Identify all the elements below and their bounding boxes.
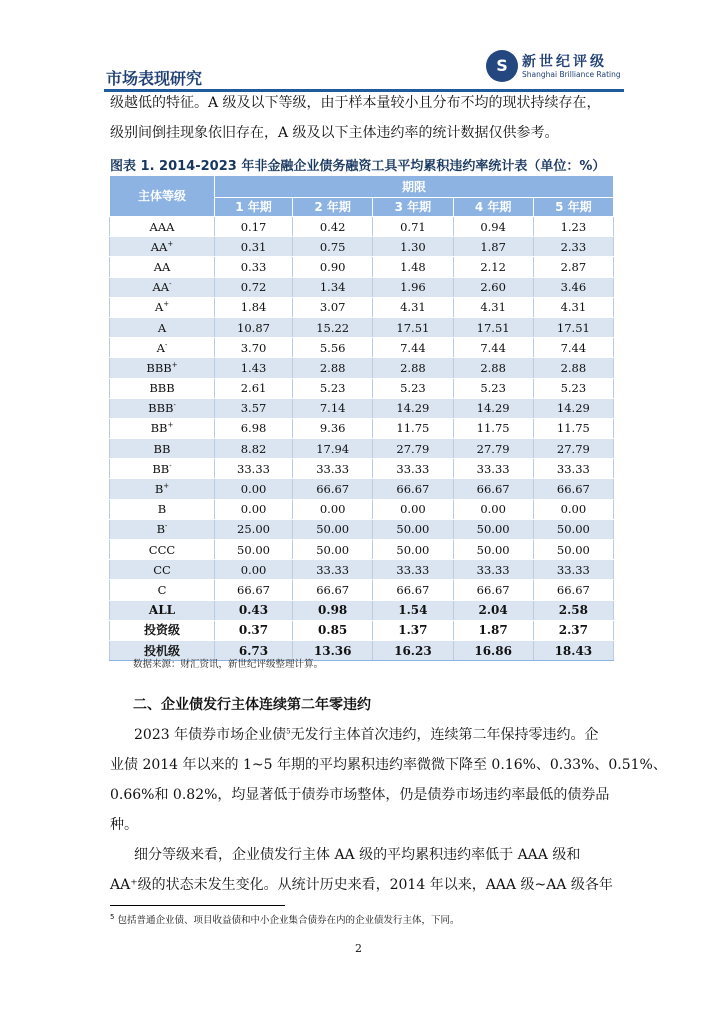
rate-cell: 33.33 xyxy=(373,560,453,580)
grade-base: 投资级 xyxy=(143,623,180,638)
rate-cell: 33.33 xyxy=(453,560,533,580)
rate-cell: 33.33 xyxy=(453,459,533,479)
rate-cell: 0.94 xyxy=(453,217,533,237)
rate-cell: 11.75 xyxy=(373,418,453,438)
grade-modifier: + xyxy=(163,300,170,309)
intro-line-1: 级越低的特征。A 级及以下等级，由于样本量较小且分布不均的现状持续存在， xyxy=(110,95,601,111)
header-period: 期限 xyxy=(215,176,614,198)
rate-cell: 0.71 xyxy=(373,217,453,237)
table-row xyxy=(110,519,614,539)
rate-cell: 50.00 xyxy=(293,540,373,560)
rate-cell: 33.33 xyxy=(293,560,373,580)
table-row xyxy=(110,580,614,600)
rate-cell: 33.33 xyxy=(215,459,293,479)
grade-cell xyxy=(110,297,215,317)
rate-cell: 6.73 xyxy=(215,640,293,660)
header-period-3: 3 年期 xyxy=(373,198,453,217)
rate-cell: 66.67 xyxy=(215,580,293,600)
rate-cell: 0.75 xyxy=(293,237,373,257)
rate-cell: 17.94 xyxy=(293,439,373,459)
rate-cell: 33.33 xyxy=(373,459,453,479)
grade-base: B xyxy=(157,502,167,517)
grade-cell xyxy=(110,439,215,459)
rate-cell: 0.85 xyxy=(293,620,373,640)
rate-cell: 2.88 xyxy=(533,358,613,378)
grade-base: BB xyxy=(150,421,168,436)
rate-cell: 0.37 xyxy=(215,620,293,640)
rate-cell: 10.87 xyxy=(215,317,293,337)
rate-cell: 1.37 xyxy=(373,620,453,640)
table-row xyxy=(110,499,614,519)
table-row xyxy=(110,540,614,560)
rate-cell: 1.23 xyxy=(533,217,613,237)
rate-cell: 7.44 xyxy=(373,338,453,358)
grade-base: A xyxy=(154,300,164,315)
rate-cell: 0.00 xyxy=(373,499,453,519)
rate-cell: 0.72 xyxy=(215,277,293,297)
logo-name-en: Shanghai Brilliance Rating xyxy=(522,70,621,79)
rate-cell: 2.37 xyxy=(533,620,613,640)
grade-cell xyxy=(110,418,215,438)
rate-cell: 0.90 xyxy=(293,257,373,277)
rate-cell: 7.44 xyxy=(453,338,533,358)
rate-cell: 3.07 xyxy=(293,297,373,317)
grade-base: BBB xyxy=(148,401,174,416)
grade-base: A xyxy=(156,340,165,355)
page-number: 2 xyxy=(355,942,362,955)
table-row xyxy=(110,398,614,418)
rate-cell: 0.33 xyxy=(215,257,293,277)
para2-line-1: 细分等级来看，企业债发行主体 AA 级的平均累积违约率低于 AAA 级和 xyxy=(134,847,581,863)
rate-cell: 25.00 xyxy=(215,519,293,539)
grade-base: ALL xyxy=(148,603,176,618)
rate-cell: 27.79 xyxy=(373,439,453,459)
grade-base: CCC xyxy=(148,542,176,557)
grade-base: BBB xyxy=(146,360,172,375)
running-section-title: 市场表现研究 xyxy=(106,69,203,88)
grade-base: AAA xyxy=(149,219,175,234)
table-row xyxy=(110,358,614,378)
rate-cell: 4.31 xyxy=(533,297,613,317)
rate-cell: 33.33 xyxy=(533,560,613,580)
rate-cell: 5.23 xyxy=(373,378,453,398)
rate-cell: 2.33 xyxy=(533,237,613,257)
rate-cell: 3.57 xyxy=(215,398,293,418)
grade-cell xyxy=(110,459,215,479)
rate-cell: 50.00 xyxy=(453,540,533,560)
rate-cell: 50.00 xyxy=(373,519,453,539)
rate-cell: 66.67 xyxy=(293,580,373,600)
rate-cell: 15.22 xyxy=(293,317,373,337)
rate-cell: 0.31 xyxy=(215,237,293,257)
para1-line-2: 业债 2014 年以来的 1~5 年期的平均累积违约率微微下降至 0.16%、0.33%、0.51%、 xyxy=(110,757,667,773)
rate-cell: 0.17 xyxy=(215,217,293,237)
rate-cell: 0.00 xyxy=(533,499,613,519)
grade-cell xyxy=(110,338,215,358)
rate-cell: 0.98 xyxy=(293,600,373,620)
rate-cell: 1.84 xyxy=(215,297,293,317)
rate-cell: 7.44 xyxy=(533,338,613,358)
grade-cell xyxy=(110,499,215,519)
rate-cell: 0.00 xyxy=(453,499,533,519)
logo-mark-icon: S xyxy=(486,50,518,82)
table-row xyxy=(110,479,614,499)
table-row xyxy=(110,217,614,237)
rate-cell: 5.23 xyxy=(293,378,373,398)
table-row xyxy=(110,418,614,438)
footnote-divider xyxy=(110,905,285,906)
grade-base: BB xyxy=(152,461,170,476)
rate-cell: 1.54 xyxy=(373,600,453,620)
header-period-4: 4 年期 xyxy=(453,198,533,217)
rate-cell: 17.51 xyxy=(453,317,533,337)
grade-cell xyxy=(110,257,215,277)
rate-cell: 1.87 xyxy=(453,620,533,640)
rate-cell: 50.00 xyxy=(373,540,453,560)
grade-base: B xyxy=(156,522,166,537)
rate-cell: 33.33 xyxy=(533,459,613,479)
rate-cell: 2.58 xyxy=(533,600,613,620)
table-source: 数据来源：财汇资讯，新世纪评级整理计算。 xyxy=(133,659,324,670)
table-row xyxy=(110,237,614,257)
rate-cell: 4.31 xyxy=(453,297,533,317)
grade-cell xyxy=(110,378,215,398)
rate-cell: 66.67 xyxy=(453,580,533,600)
rate-cell: 11.75 xyxy=(533,418,613,438)
rate-cell: 0.42 xyxy=(293,217,373,237)
grade-base: AA xyxy=(152,280,170,295)
rate-cell: 27.79 xyxy=(533,439,613,459)
grade-cell xyxy=(110,600,215,620)
rate-cell: 50.00 xyxy=(533,540,613,560)
para1-line-4: 种。 xyxy=(110,817,138,833)
rate-cell: 2.61 xyxy=(215,378,293,398)
grade-modifier: - xyxy=(169,280,172,289)
table-row xyxy=(110,620,614,640)
grade-cell xyxy=(110,277,215,297)
table-caption: 图表 1. 2014-2023 年非金融企业债务融资工具平均累积违约率统计表（单位：%） xyxy=(110,159,606,174)
grade-base: B xyxy=(154,482,164,497)
rate-cell: 0.00 xyxy=(293,499,373,519)
header-grade: 主体等级 xyxy=(110,176,215,217)
rate-cell: 17.51 xyxy=(373,317,453,337)
grade-base: C xyxy=(157,582,167,597)
table-row xyxy=(110,257,614,277)
rate-cell: 5.56 xyxy=(293,338,373,358)
rate-cell: 50.00 xyxy=(533,519,613,539)
table-row xyxy=(110,297,614,317)
rate-cell: 18.43 xyxy=(533,640,613,660)
rate-cell: 27.79 xyxy=(453,439,533,459)
rate-cell: 8.82 xyxy=(215,439,293,459)
grade-modifier: + xyxy=(167,421,174,430)
default-rate-table xyxy=(109,175,614,661)
rate-cell: 7.14 xyxy=(293,398,373,418)
para1-line-1 xyxy=(134,720,654,750)
grade-modifier: + xyxy=(171,361,178,370)
grade-cell xyxy=(110,217,215,237)
rate-cell: 33.33 xyxy=(293,459,373,479)
rate-cell: 2.88 xyxy=(293,358,373,378)
rate-cell: 66.67 xyxy=(453,479,533,499)
rate-cell: 1.87 xyxy=(453,237,533,257)
grade-base: 投机级 xyxy=(143,643,180,658)
rate-cell: 1.43 xyxy=(215,358,293,378)
rate-cell: 6.98 xyxy=(215,418,293,438)
rate-cell: 50.00 xyxy=(453,519,533,539)
grade-modifier: - xyxy=(173,401,176,410)
grade-base: BB xyxy=(153,441,171,456)
rate-cell: 1.48 xyxy=(373,257,453,277)
rate-cell: 16.23 xyxy=(373,640,453,660)
para1-text-b: 无发行主体首次违约，连续第二年保持零违约。企 xyxy=(290,727,599,743)
rate-cell: 11.75 xyxy=(453,418,533,438)
footnote xyxy=(110,912,460,926)
grade-base: CC xyxy=(153,562,171,577)
rate-cell: 2.88 xyxy=(373,358,453,378)
grade-cell xyxy=(110,237,215,257)
rate-cell: 1.34 xyxy=(293,277,373,297)
para2-line-2: AA⁺级的状态未发生变化。从统计历史来看，2014 年以来，AAA 级~AA 级各年 xyxy=(110,877,613,893)
header-period-2: 2 年期 xyxy=(293,198,373,217)
rate-cell: 50.00 xyxy=(293,519,373,539)
footnote-mark: 5 xyxy=(110,912,115,921)
rate-cell: 66.67 xyxy=(373,580,453,600)
rate-cell: 0.00 xyxy=(215,560,293,580)
grade-cell xyxy=(110,479,215,499)
rate-cell: 14.29 xyxy=(533,398,613,418)
grade-base: AA xyxy=(153,259,171,274)
rate-cell: 66.67 xyxy=(293,479,373,499)
rate-cell: 3.46 xyxy=(533,277,613,297)
table-row xyxy=(110,560,614,580)
grade-modifier: - xyxy=(169,462,172,471)
table-row xyxy=(110,459,614,479)
rate-cell: 1.30 xyxy=(373,237,453,257)
rate-cell: 17.51 xyxy=(533,317,613,337)
table-row xyxy=(110,439,614,459)
grade-base: A xyxy=(157,320,167,335)
rate-cell: 16.86 xyxy=(453,640,533,660)
rate-cell: 2.60 xyxy=(453,277,533,297)
intro-line-2: 级别间倒挂现象依旧存在，A 级及以下主体违约率的统计数据仅供参考。 xyxy=(110,125,559,141)
grade-cell xyxy=(110,317,215,337)
grade-cell xyxy=(110,580,215,600)
grade-cell xyxy=(110,398,215,418)
grade-cell xyxy=(110,519,215,539)
header-period-1: 1 年期 xyxy=(215,198,293,217)
grade-base: BBB xyxy=(149,381,175,396)
para1-text-a: 2023 年债券市场企业债 xyxy=(134,727,287,743)
table-row xyxy=(110,277,614,297)
rate-cell: 66.67 xyxy=(533,580,613,600)
rate-cell: 66.67 xyxy=(373,479,453,499)
rate-cell: 0.00 xyxy=(215,499,293,519)
header-period-5: 5 年期 xyxy=(533,198,613,217)
rate-cell: 5.23 xyxy=(533,378,613,398)
table-row xyxy=(110,317,614,337)
rate-cell: 2.88 xyxy=(453,358,533,378)
table-row xyxy=(110,338,614,358)
rate-cell: 2.04 xyxy=(453,600,533,620)
grade-modifier: - xyxy=(165,522,168,531)
footnote-text: 包括普通企业债、项目收益债和中小企业集合债券在内的企业债发行主体，下同。 xyxy=(117,915,460,926)
rate-cell: 2.12 xyxy=(453,257,533,277)
section-heading: 二、企业债发行主体连续第二年零违约 xyxy=(133,697,371,713)
para1-line-3: 0.66%和 0.82%，均显著低于债券市场整体，仍是债券市场违约率最低的债券品 xyxy=(110,787,610,803)
footnote-ref: 5 xyxy=(286,727,291,736)
rate-cell: 0.43 xyxy=(215,600,293,620)
grade-cell xyxy=(110,620,215,640)
rate-cell: 5.23 xyxy=(453,378,533,398)
grade-modifier: - xyxy=(164,340,168,349)
rate-cell: 50.00 xyxy=(215,540,293,560)
rate-cell: 14.29 xyxy=(373,398,453,418)
rate-cell: 13.36 xyxy=(293,640,373,660)
company-logo xyxy=(486,50,626,84)
rate-cell: 1.96 xyxy=(373,277,453,297)
grade-modifier: + xyxy=(163,482,170,491)
grade-base: AA xyxy=(150,239,168,254)
table-row xyxy=(110,378,614,398)
rate-cell: 0.00 xyxy=(215,479,293,499)
rate-cell: 4.31 xyxy=(373,297,453,317)
grade-cell xyxy=(110,358,215,378)
rate-cell: 2.87 xyxy=(533,257,613,277)
grade-cell xyxy=(110,540,215,560)
rate-cell: 9.36 xyxy=(293,418,373,438)
rate-cell: 66.67 xyxy=(533,479,613,499)
logo-name-cn: 新世纪评级 xyxy=(522,54,607,70)
rate-cell: 3.70 xyxy=(215,338,293,358)
grade-modifier: + xyxy=(167,239,174,248)
rate-cell: 14.29 xyxy=(453,398,533,418)
grade-cell xyxy=(110,560,215,580)
table-row xyxy=(110,600,614,620)
